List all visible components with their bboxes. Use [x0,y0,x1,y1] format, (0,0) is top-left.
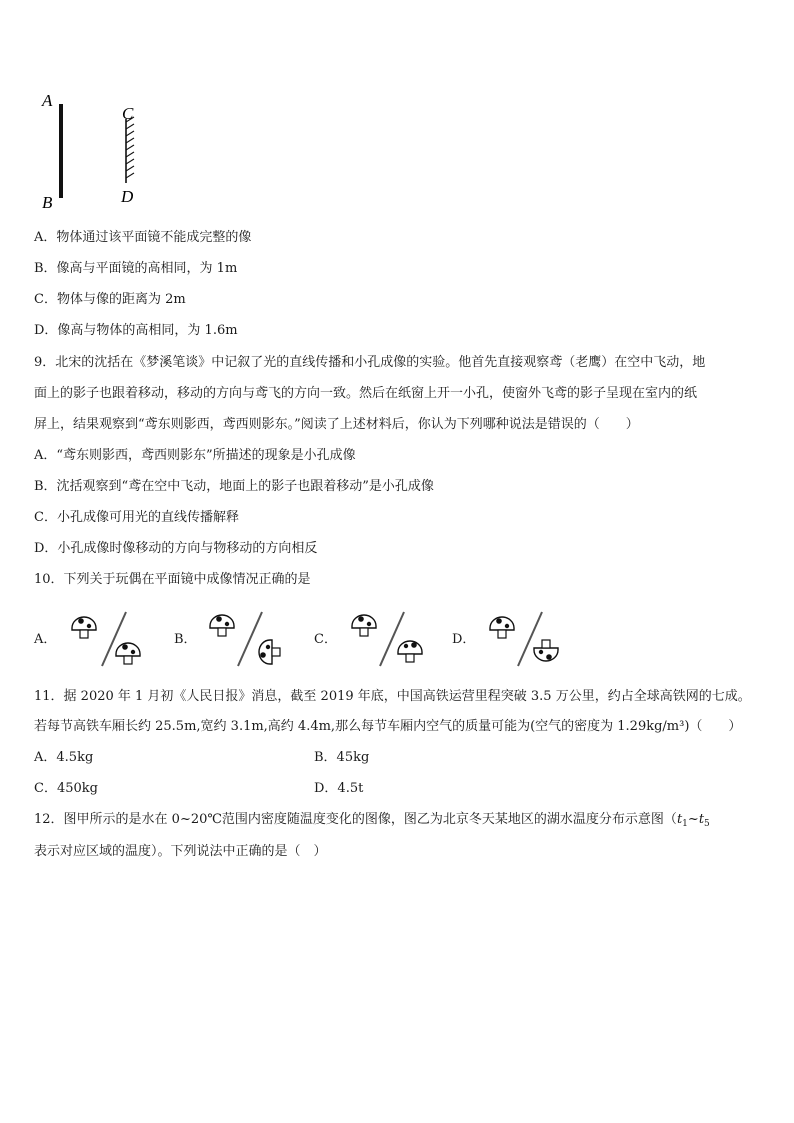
q12-stem-line-2: 表示对应区域的温度）。下列说法中正确的是（ ） [34,844,327,859]
mirror-icon [102,612,126,666]
toy-image-icon [534,640,558,661]
q11-stem-line-1: 11．据 2020 年 1 月初《人民日报》消息，截至 2019 年底，中国高铁运营里程突破 3.5 万公里，约占全球高铁网的七成。 [34,689,751,704]
label-d: D [121,187,134,206]
q9-option-d: D．小孔成像时像移动的方向与物移动的方向相反 [34,541,318,556]
toy-object-icon [72,617,96,638]
q9-option-b: B．沈括观察到“鸢在空中飞动，地面上的影子也跟着移动”是小孔成像 [34,479,434,494]
mirror-icon [238,612,262,666]
label-c: C [122,104,134,123]
q10-figure-c [338,606,438,672]
q8-option-a: A．物体通过该平面镜不能成完整的像 [34,230,252,245]
q10-options [34,606,594,672]
q12-sub1: 1 [682,819,688,829]
q9-stem-line-2: 面上的影子也跟着移动，移动的方向与鸢飞的方向一致。然后在纸窗上开一小孔，使窗外飞鸢的影子呈现在室内的纸 [34,386,698,401]
q10-option-d-label: D． [452,632,476,647]
toy-image-icon [259,640,280,664]
label-a: A [42,91,53,110]
q11-option-d: D．4.5t [314,781,364,796]
toy-object-icon [490,617,514,638]
q11-option-b: B．45kg [314,750,370,765]
q11-stem-line-2: 若每节高铁车厢长约 25.5m,宽约 3.1m,高约 4.4m,那么每节车厢内空气的质量可能为(空气的密度为 1.29kg/m³)（ ） [34,719,742,734]
q10-option-b-label: B． [174,632,197,647]
q9-option-a: A．“鸢东则影西，鸢西则影东”所描述的现象是小孔成像 [34,448,356,463]
q10-figure-b [198,606,298,672]
q12-t1: t [676,812,683,827]
q10-stem: 10．下列关于玩偶在平面镜中成像情况正确的是 [34,572,311,587]
label-b: B [42,193,53,212]
mirror-hatching [126,117,134,178]
q10-figure-a [58,606,158,672]
q8-option-d: D．像高与物体的高相同，为 1.6m [34,323,238,338]
q9-option-c: C．小孔成像可用光的直线传播解释 [34,510,239,525]
q11-option-a: A．4.5kg [34,750,94,765]
q10-figure-d [476,606,576,672]
q9-stem-line-3: 屏上，结果观察到“鸢东则影西，鸢西则影东。”阅读了上述材料后，你认为下列哪种说法是错误的（ ） [34,417,639,432]
q10-option-a [34,606,164,672]
q9-stem-line-1: 9．北宋的沈括在《梦溪笔谈》中记叙了光的直线传播和小孔成像的实验。他首先直接观察鸢（老鹰）在空中飞动，地 [34,355,706,370]
toy-object-icon [210,615,234,636]
toy-image-icon [398,641,422,662]
q11-option-c: C．450kg [34,781,98,796]
mirror-figure [30,86,170,216]
q10-option-d [452,606,582,672]
toy-image-icon [116,643,140,664]
q8-option-b: B．像高与平面镜的高相同，为 1m [34,261,238,276]
q10-option-b [174,606,304,672]
q12-t5: t [698,812,705,827]
q10-option-a-label: A． [34,632,57,647]
q12-stem-line-1 [34,810,710,834]
q12-sub5: 5 [704,819,710,829]
q8-option-c: C．物体与像的距离为 2m [34,292,186,307]
q12-stem-text: 12．图甲所示的是水在 0~20℃范围内密度随温度变化的图像，图乙为北京冬天某地区的湖水温度分布示意图（ [34,812,677,827]
toy-object-icon [352,615,376,636]
mirror-icon [380,612,404,666]
q10-option-c [314,606,444,672]
q10-option-c-label: C． [314,632,337,647]
q12-tilde: ~ [687,812,699,827]
